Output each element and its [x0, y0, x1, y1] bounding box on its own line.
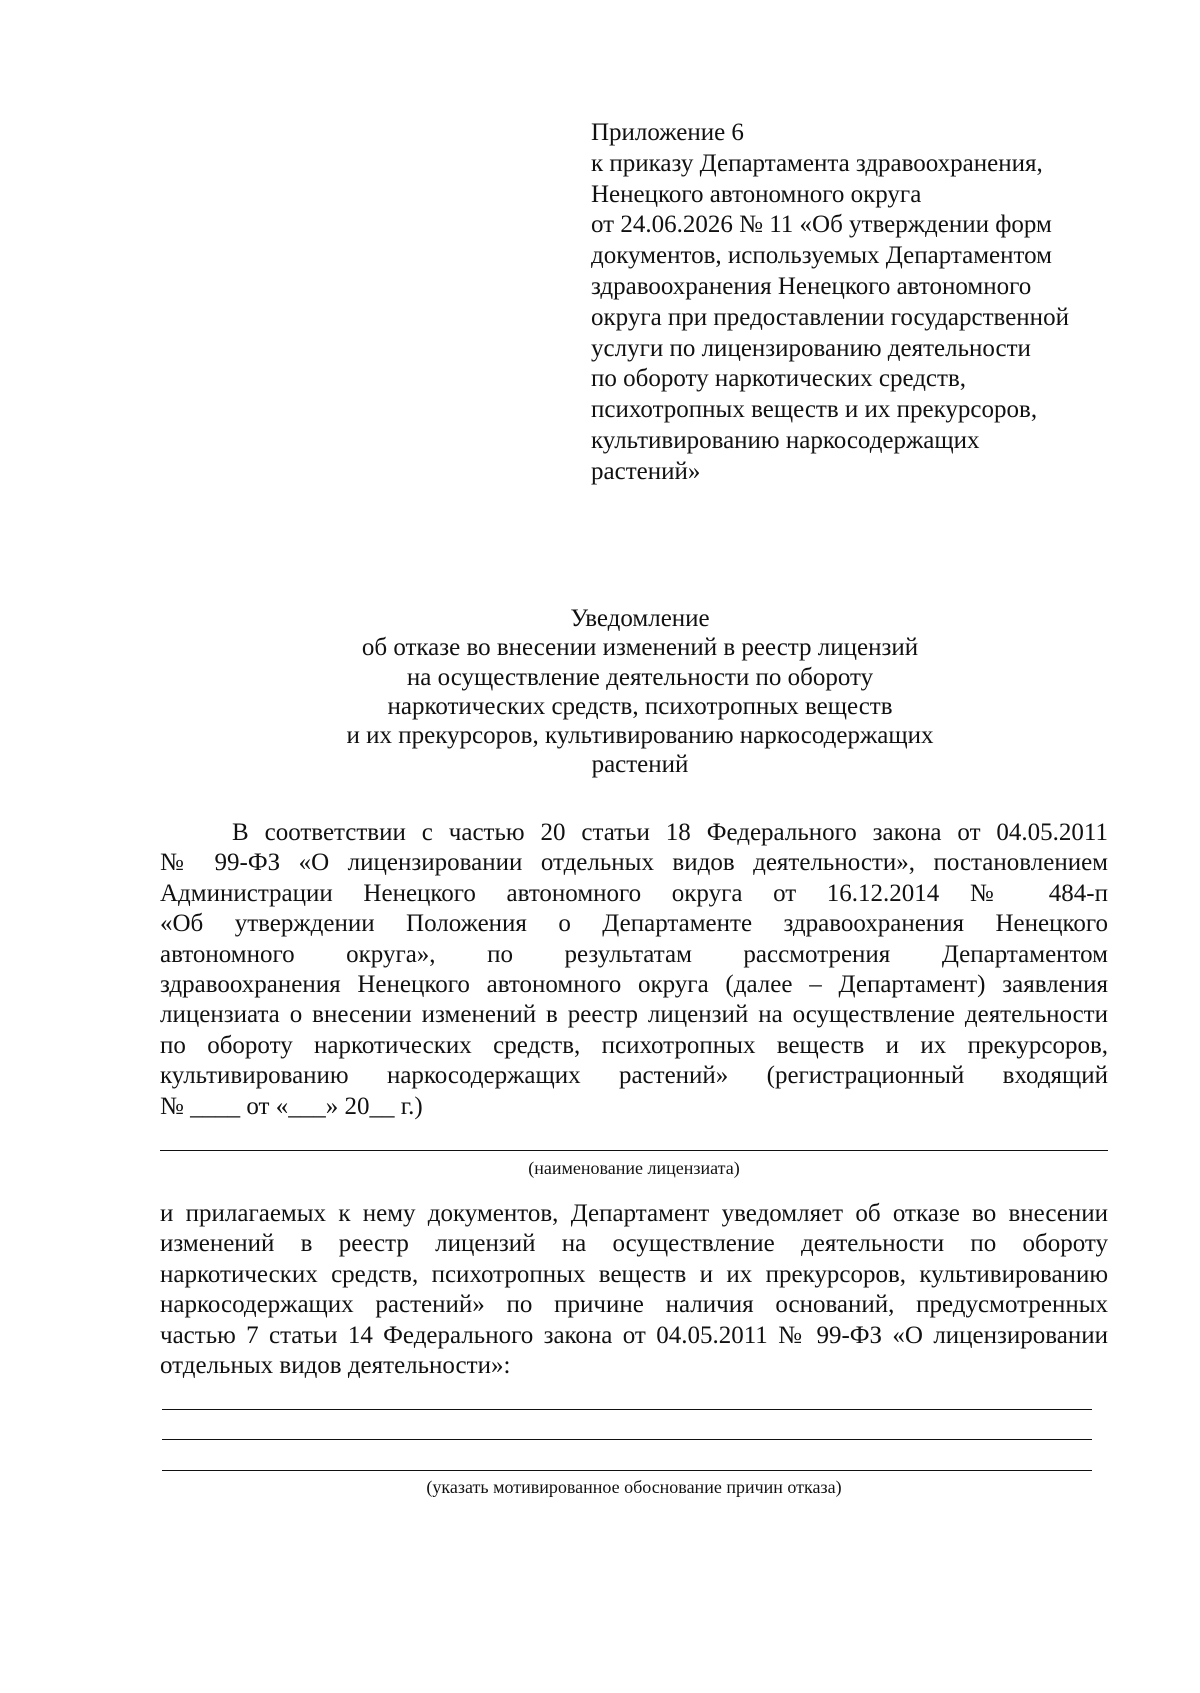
appendix-line: Ненецкого автономного округа: [591, 180, 922, 208]
paragraph-line: № 99-ФЗ «О лицензировании отдельных видов деятельности», постановлением: [160, 849, 1108, 877]
paragraph-line: по обороту наркотических средств, психотропных веществ и их прекурсоров,: [160, 1031, 1108, 1059]
appendix-line: здравоохранения Ненецкого автономного: [591, 272, 1032, 300]
title-line: Уведомление: [570, 605, 710, 632]
appendix-line: Приложение 6: [591, 119, 744, 146]
licensee-name-line: [160, 1150, 1108, 1151]
paragraph-line: № ____ от «___» 20__ г.): [160, 1092, 423, 1120]
paragraph-line: отдельных видов деятельности»:: [160, 1351, 511, 1379]
appendix-header: [591, 118, 1131, 488]
appendix-line: услуги по лицензированию деятельности: [591, 334, 1031, 362]
title-line: на осуществление деятельности по обороту: [406, 663, 874, 691]
body-paragraph-1: [160, 818, 1108, 1122]
paragraph-line: изменений в реестр лицензий на осуществление деятельности по обороту: [160, 1230, 1108, 1258]
appendix-line: психотропных веществ и их прекурсоров,: [591, 396, 1038, 424]
paragraph-line: культивированию наркосодержащих растений» (регистрационный входящий: [160, 1062, 1108, 1090]
body-paragraph-2: [160, 1199, 1108, 1381]
appendix-line: по обороту наркотических средств,: [591, 365, 967, 393]
appendix-line: округа при предоставлении государственной: [591, 303, 1069, 331]
title-line: растений: [591, 751, 689, 779]
paragraph-line: лицензиата о внесении изменений в реестр лицензий на осуществление деятельности: [160, 1001, 1108, 1029]
reason-caption: (указать мотивированное обоснование причин отказа): [426, 1477, 842, 1497]
paragraph-line: автономного округа», по результатам рассмотрения Департаментом: [160, 940, 1108, 968]
title-line: об отказе во внесении изменений в реестр лицензий: [361, 634, 919, 662]
title-line: и их прекурсоров, культивированию наркосодержащих: [346, 722, 934, 750]
paragraph-line: частью 7 статьи 14 Федерального закона от 04.05.2011 № 99-ФЗ «О лицензировании: [160, 1321, 1108, 1349]
paragraph-line: наркосодержащих растений» по причине наличия оснований, предусмотренных: [160, 1291, 1108, 1319]
appendix-line: культивированию наркосодержащих: [591, 426, 980, 454]
appendix-line: к приказу Департамента здравоохранения,: [591, 149, 1043, 177]
paragraph-line: «Об утверждении Положения о Департаменте здравоохранения Ненецкого: [160, 910, 1108, 938]
paragraph-line: здравоохранения Ненецкого автономного округа (далее – Департамент) заявления: [160, 970, 1108, 998]
appendix-line: документов, используемых Департаментом: [591, 242, 1052, 270]
paragraph-line: и прилагаемых к нему документов, Департамент уведомляет об отказе во внесении: [160, 1200, 1108, 1227]
title-line: наркотических средств, психотропных веществ: [387, 692, 893, 720]
paragraph-line: наркотических средств, психотропных веществ и их прекурсоров, культивированию: [160, 1260, 1108, 1288]
appendix-line: растений»: [591, 457, 701, 485]
reason-line: [162, 1439, 1092, 1440]
licensee-caption: (наименование лицензиата): [528, 1158, 740, 1178]
reason-line: [162, 1409, 1092, 1410]
document-title: [150, 604, 1130, 780]
appendix-line: от 24.06.2026 № 11 «Об утверждении форм: [591, 211, 1052, 239]
paragraph-line: Администрации Ненецкого автономного округа от 16.12.2014 № 484-п: [160, 879, 1108, 907]
reason-line: [162, 1470, 1092, 1471]
paragraph-line: В соответствии с частью 20 статьи 18 Федерального закона от 04.05.2011: [232, 819, 1108, 846]
